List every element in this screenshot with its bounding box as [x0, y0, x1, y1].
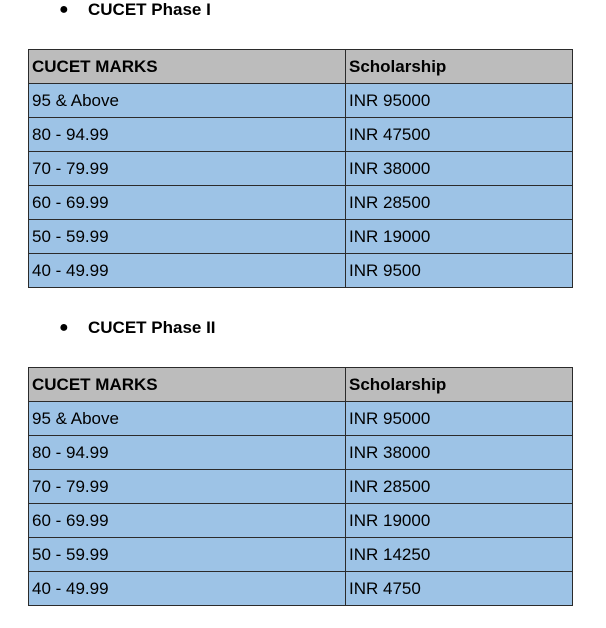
- scholarship-cell: INR 28500: [346, 470, 573, 504]
- phase-2-scholarship-table: [28, 367, 573, 606]
- phase-1-heading-text: CUCET Phase I: [88, 0, 211, 19]
- table-row: [29, 254, 573, 288]
- scholarship-column-header: Scholarship: [346, 50, 573, 84]
- marks-cell: 95 & Above: [29, 84, 346, 118]
- marks-column-header: CUCET MARKS: [29, 368, 346, 402]
- bullet-icon: ●: [59, 319, 69, 336]
- marks-cell: 40 - 49.99: [29, 572, 346, 606]
- marks-cell: 60 - 69.99: [29, 186, 346, 220]
- table-header-row: [29, 50, 573, 84]
- table-row: [29, 152, 573, 186]
- table-row: [29, 118, 573, 152]
- table-row: [29, 470, 573, 504]
- marks-cell: 95 & Above: [29, 402, 346, 436]
- scholarship-cell: INR 95000: [346, 84, 573, 118]
- marks-cell: 70 - 79.99: [29, 470, 346, 504]
- marks-cell: 70 - 79.99: [29, 152, 346, 186]
- scholarship-cell: INR 38000: [346, 436, 573, 470]
- table-row: [29, 186, 573, 220]
- marks-cell: 80 - 94.99: [29, 118, 346, 152]
- table-header-row: [29, 368, 573, 402]
- marks-cell: 60 - 69.99: [29, 504, 346, 538]
- table-row: [29, 436, 573, 470]
- scholarship-cell: INR 47500: [346, 118, 573, 152]
- scholarship-cell: INR 14250: [346, 538, 573, 572]
- scholarship-cell: INR 28500: [346, 186, 573, 220]
- marks-cell: 50 - 59.99: [29, 538, 346, 572]
- scholarship-cell: INR 4750: [346, 572, 573, 606]
- scholarship-cell: INR 95000: [346, 402, 573, 436]
- phase-1-scholarship-table: [28, 49, 573, 288]
- table-row: [29, 538, 573, 572]
- table-row: [29, 504, 573, 538]
- marks-cell: 40 - 49.99: [29, 254, 346, 288]
- table-row: [29, 220, 573, 254]
- scholarship-cell: INR 9500: [346, 254, 573, 288]
- phase-2-heading-text: CUCET Phase II: [88, 318, 216, 337]
- table-row: [29, 402, 573, 436]
- scholarship-cell: INR 19000: [346, 220, 573, 254]
- scholarship-cell: INR 19000: [346, 504, 573, 538]
- marks-cell: 50 - 59.99: [29, 220, 346, 254]
- table-row: [29, 572, 573, 606]
- table-row: [29, 84, 573, 118]
- scholarship-column-header: Scholarship: [346, 368, 573, 402]
- scholarship-cell: INR 38000: [346, 152, 573, 186]
- bullet-icon: ●: [59, 1, 69, 18]
- marks-column-header: CUCET MARKS: [29, 50, 346, 84]
- marks-cell: 80 - 94.99: [29, 436, 346, 470]
